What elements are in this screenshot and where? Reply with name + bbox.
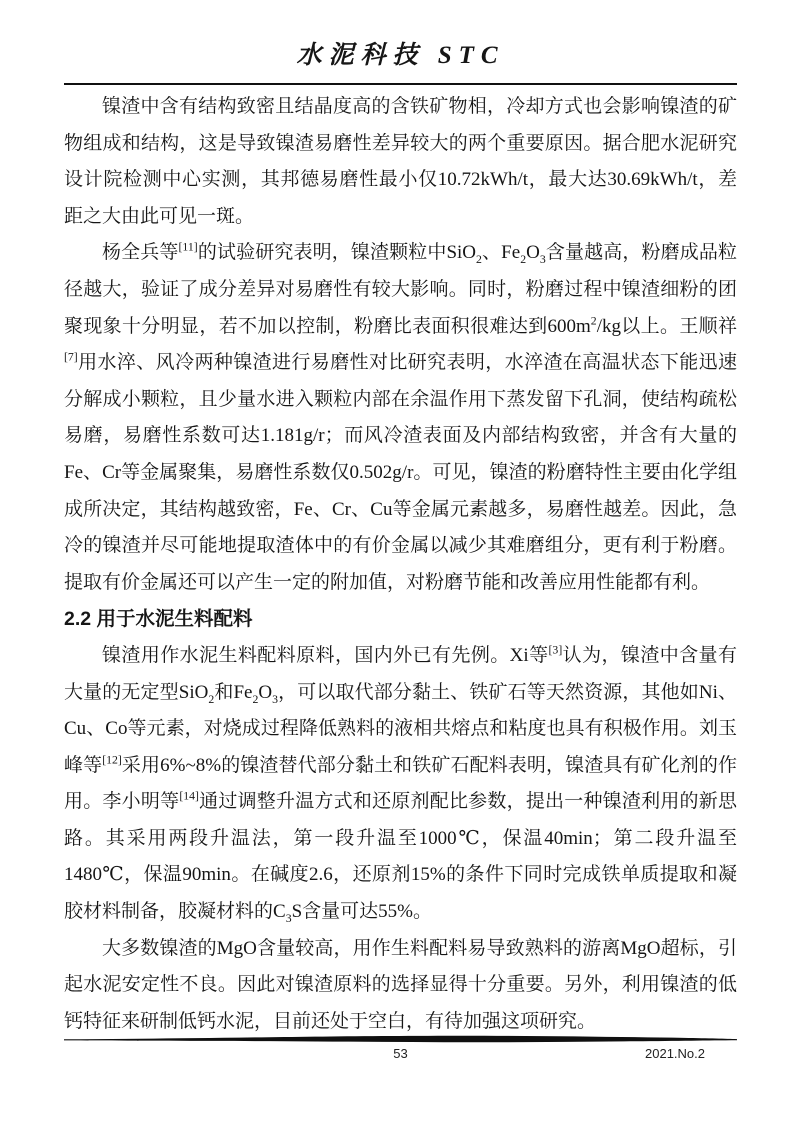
article-body: [64, 89, 737, 1040]
journal-title: 水泥科技 STC: [296, 42, 505, 69]
page-header: [64, 0, 737, 85]
paragraph-grindability-studies: 杨全兵等[11]的试验研究表明，镍渣颗粒中SiO$_2$、$Fe_2O_3$含量越高，粉磨成品粒径越大，验证了成分差异对易磨性有较大影响。同时，粉磨过程中镍渣细粉的团聚现象十分明显，若不加以控制，粉磨比表面积很难达到$600m^2/kg$以上。王顺祥[7]用水淬、风冷两种镍渣进行易磨性对比研究表明，水淬渣在高温状态下能迅速分解成小颗粒，且少量水进入颗粒内部在余温作用下蒸发留下孔洞，使结构疏松易磨，易磨性系数可达1.181g/r；而风冷渣表面及内部结构致密，并含有大量的Fe、Cr等金属聚集，易磨性系数仅0.502g/r。可见，镍渣的粉磨特性主要由化学组成所决定，其结构越致密，Fe、Cr、Cu等金属元素越多，易磨性越差。因此，急冷的镍渣并尽可能地提取渣体中的有价金属以减少其难磨组分，更有利于粉磨。提取有价金属还可以产生一定的附加值，对粉磨节能和改善应用性能都有利。: [64, 241, 738, 593]
issue-number: 2021.No.2: [645, 1046, 705, 1061]
page-footer: [64, 1034, 737, 1062]
paragraph-raw-meal-use: 镍渣用作水泥生料配料原料，国内外已有先例。Xi等[3]认为，镍渣中含量有大量的无定型SiO$_2$和$Fe_2O_3$，可以取代部分黏土、铁矿石等天然资源，其他如Ni、Cu、Co等元素，对烧成过程降低熟料的液相共熔点和粘度也具有积极作用。刘玉峰等[12]采用6%~8%的镍渣替代部分黏土和铁矿石配料表明，镍渣具有矿化剂的作用。李小明等[14]通过调整升温方式和还原剂配比参数，提出一种镍渣利用的新思路。其采用两段升温法，第一段升温至1000℃，保温40min；第二段升温至1480℃，保温90min。在碱度2.6，还原剂15%的条件下同时完成铁单质提取和凝胶材料制备，胶凝材料的$C_3S$含量可达55%。: [64, 643, 737, 925]
footer-rule: [64, 1034, 737, 1045]
paragraph-grindability-causes: 镍渣中含有结构致密且结晶度高的含铁矿物相，冷却方式也会影响镍渣的矿物组成和结构，这是导致镍渣易磨性差异较大的两个重要原因。据合肥水泥研究设计院检测中心实测，其邦德易磨性最小仅10.72kWh/t，最大达30.69kWh/t，差距之大由此可见一斑。: [64, 96, 737, 227]
section-heading: 2.2 用于水泥生料配料: [64, 608, 253, 631]
paragraph-mgo-concern: 大多数镍渣的MgO含量较高，用作生料配料易导致熟料的游离MgO超标，引起水泥安定性不良。因此对镍渣原料的选择显得十分重要。另外，利用镍渣的低钙特征来研制低钙水泥，目前还处于空白，有待加强这项研究。: [64, 937, 737, 1032]
page-number: 53: [393, 1046, 408, 1061]
footer-text-row: [64, 1046, 737, 1062]
